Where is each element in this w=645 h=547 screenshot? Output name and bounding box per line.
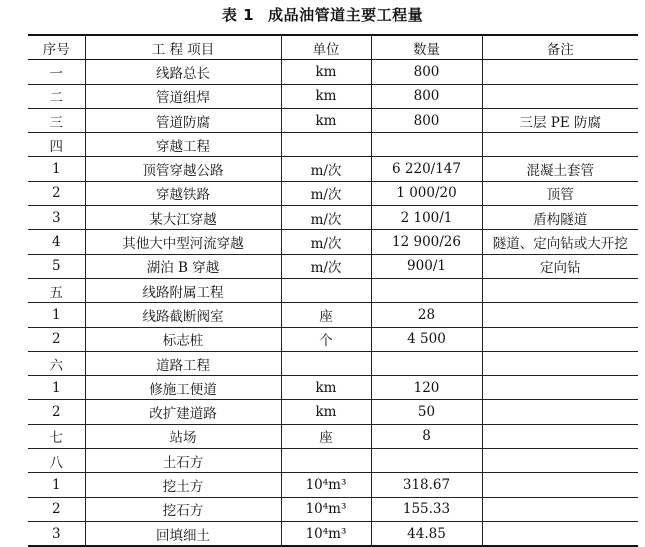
- cell-unit: [281, 133, 371, 157]
- cell-note: [482, 449, 638, 473]
- cell-unit: m/次: [281, 206, 371, 230]
- cell-qty: 8: [371, 424, 482, 448]
- table-title: 成品油管道主要工程量: [268, 6, 424, 24]
- cell-item: 管道组焊: [85, 84, 281, 108]
- cell-qty: 4 500: [371, 327, 482, 351]
- cell-item: 修施工便道: [85, 376, 281, 400]
- cell-note: 三层 PE 防腐: [482, 108, 638, 132]
- cell-qty: 6 220/147: [371, 157, 482, 181]
- cell-unit: m/次: [281, 181, 371, 205]
- cell-item: 管道防腐: [85, 108, 281, 132]
- cell-unit: km: [281, 400, 371, 424]
- cell-no: 3: [28, 521, 85, 546]
- cell-note: 混凝土套管: [482, 157, 638, 181]
- cell-unit: km: [281, 108, 371, 132]
- cell-item: 回填细土: [85, 521, 281, 546]
- table-row: [28, 206, 638, 230]
- table-row: [28, 108, 638, 132]
- cell-note: [482, 376, 638, 400]
- cell-qty: [371, 278, 482, 302]
- cell-item: 站场: [85, 424, 281, 448]
- table-row: [28, 424, 638, 448]
- cell-unit: 座: [281, 303, 371, 327]
- header-row: [28, 35, 638, 60]
- cell-no: 1: [28, 376, 85, 400]
- cell-item: 道路工程: [85, 351, 281, 375]
- cell-qty: 44.85: [371, 521, 482, 546]
- cell-unit: m/次: [281, 254, 371, 278]
- cell-unit: km: [281, 376, 371, 400]
- table-row: [28, 84, 638, 108]
- table-row: [28, 521, 638, 546]
- cell-no: 2: [28, 327, 85, 351]
- cell-item: 湖泊 B 穿越: [85, 254, 281, 278]
- cell-no: 1: [28, 303, 85, 327]
- table-row: [28, 181, 638, 205]
- col-header-note: 备注: [482, 35, 638, 60]
- cell-note: [482, 303, 638, 327]
- table-row: [28, 449, 638, 473]
- cell-item: 穿越铁路: [85, 181, 281, 205]
- cell-note: [482, 351, 638, 375]
- col-header-unit: 单位: [281, 35, 371, 60]
- table-caption: [0, 4, 645, 25]
- cell-unit: [281, 351, 371, 375]
- cell-qty: 120: [371, 376, 482, 400]
- table-row: [28, 327, 638, 351]
- cell-qty: 1 000/20: [371, 181, 482, 205]
- col-header-no: 序号: [28, 35, 85, 60]
- table-row: [28, 230, 638, 254]
- table-row: [28, 157, 638, 181]
- table-row: [28, 497, 638, 521]
- cell-unit: 10⁴m³: [281, 497, 371, 521]
- cell-qty: 12 900/26: [371, 230, 482, 254]
- cell-no: 2: [28, 497, 85, 521]
- cell-unit: [281, 278, 371, 302]
- cell-note: [482, 327, 638, 351]
- cell-unit: m/次: [281, 157, 371, 181]
- quantities-table: [28, 34, 638, 547]
- cell-no: 5: [28, 254, 85, 278]
- cell-no: 1: [28, 473, 85, 497]
- table-row: [28, 351, 638, 375]
- cell-note: [482, 60, 638, 84]
- cell-unit: km: [281, 84, 371, 108]
- cell-note: [482, 497, 638, 521]
- cell-no: 二: [28, 84, 85, 108]
- cell-qty: [371, 351, 482, 375]
- cell-qty: 800: [371, 84, 482, 108]
- cell-item: 挖土方: [85, 473, 281, 497]
- cell-qty: [371, 449, 482, 473]
- cell-item: 线路总长: [85, 60, 281, 84]
- cell-unit: 个: [281, 327, 371, 351]
- cell-note: [482, 133, 638, 157]
- cell-qty: 318.67: [371, 473, 482, 497]
- table-number: 表 1: [221, 6, 255, 24]
- cell-no: 一: [28, 60, 85, 84]
- cell-unit: km: [281, 60, 371, 84]
- cell-qty: 800: [371, 60, 482, 84]
- table-body: [28, 60, 638, 546]
- cell-note: 定向钻: [482, 254, 638, 278]
- cell-item: 土石方: [85, 449, 281, 473]
- table-row: [28, 473, 638, 497]
- cell-no: 2: [28, 181, 85, 205]
- cell-qty: 155.33: [371, 497, 482, 521]
- cell-item: 某大江穿越: [85, 206, 281, 230]
- cell-no: 五: [28, 278, 85, 302]
- col-header-qty: 数量: [371, 35, 482, 60]
- cell-unit: 座: [281, 424, 371, 448]
- cell-qty: 2 100/1: [371, 206, 482, 230]
- cell-item: 标志桩: [85, 327, 281, 351]
- cell-note: [482, 278, 638, 302]
- cell-item: 线路截断阀室: [85, 303, 281, 327]
- cell-no: 三: [28, 108, 85, 132]
- cell-no: 八: [28, 449, 85, 473]
- cell-note: 隧道、定向钻或大开挖: [482, 230, 638, 254]
- cell-item: 顶管穿越公路: [85, 157, 281, 181]
- cell-no: 六: [28, 351, 85, 375]
- cell-item: 改扩建道路: [85, 400, 281, 424]
- table-row: [28, 376, 638, 400]
- table-row: [28, 254, 638, 278]
- cell-item: 其他大中型河流穿越: [85, 230, 281, 254]
- cell-qty: 900/1: [371, 254, 482, 278]
- cell-no: 四: [28, 133, 85, 157]
- cell-note: [482, 521, 638, 546]
- cell-note: 顶管: [482, 181, 638, 205]
- table-row: [28, 278, 638, 302]
- cell-unit: [281, 449, 371, 473]
- cell-no: 4: [28, 230, 85, 254]
- table-row: [28, 400, 638, 424]
- cell-qty: 800: [371, 108, 482, 132]
- cell-item: 穿越工程: [85, 133, 281, 157]
- cell-qty: [371, 133, 482, 157]
- cell-unit: 10⁴m³: [281, 473, 371, 497]
- cell-unit: 10⁴m³: [281, 521, 371, 546]
- col-header-item: 工 程 项目: [85, 35, 281, 60]
- cell-unit: m/次: [281, 230, 371, 254]
- cell-no: 1: [28, 157, 85, 181]
- cell-item: 线路附属工程: [85, 278, 281, 302]
- cell-no: 3: [28, 206, 85, 230]
- table-row: [28, 60, 638, 84]
- cell-note: [482, 84, 638, 108]
- table-row: [28, 133, 638, 157]
- table-row: [28, 303, 638, 327]
- cell-note: [482, 473, 638, 497]
- cell-no: 2: [28, 400, 85, 424]
- cell-qty: 28: [371, 303, 482, 327]
- cell-item: 挖石方: [85, 497, 281, 521]
- cell-note: 盾构隧道: [482, 206, 638, 230]
- cell-qty: 50: [371, 400, 482, 424]
- cell-note: [482, 424, 638, 448]
- cell-note: [482, 400, 638, 424]
- cell-no: 七: [28, 424, 85, 448]
